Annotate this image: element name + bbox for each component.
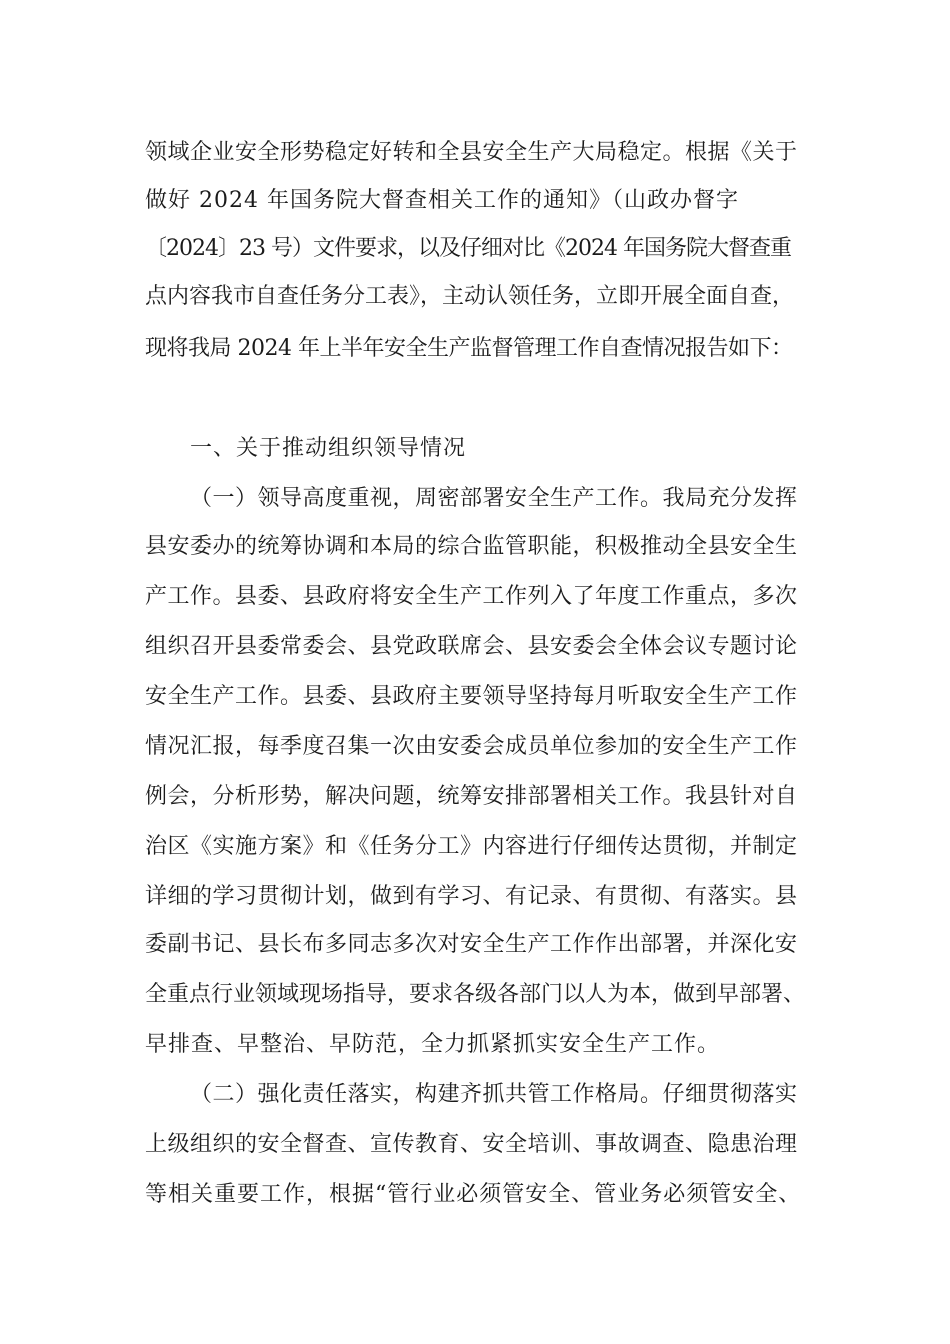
intro-line-2: 做好 2024 年国务院大督查相关工作的通知》（山政办督字	[145, 188, 739, 213]
subsection-2-line-2: 上级组织的安全督查、宣传教育、安全培训、事故调查、隐患治理	[145, 1132, 798, 1157]
subsection-2-line-1: （二）强化责任落实，构建齐抓共管工作格局。仔细贯彻落实	[190, 1082, 798, 1107]
subsection-1-line-2: 县安委办的统筹协调和本局的综合监管职能，积极推动全县安全生	[145, 534, 798, 559]
subsection-1-line-9: 详细的学习贯彻计划，做到有学习、有记录、有贯彻、有落实。县	[145, 884, 798, 909]
subsection-1-line-8: 治区《实施方案》和《任务分工》内容进行仔细传达贯彻，并制定	[145, 834, 798, 859]
section-heading: 一、关于推动组织领导情况	[190, 436, 467, 461]
subsection-1-line-1: （一）领导高度重视，周密部署安全生产工作。我局充分发挥	[190, 486, 798, 511]
subsection-1-line-3: 产工作。县委、县政府将安全生产工作列入了年度工作重点，多次	[145, 584, 798, 609]
intro-line-3: 〔2024〕23 号）文件要求，以及仔细对比《2024 年国务院大督查重	[145, 236, 791, 261]
intro-line-1: 领域企业安全形势稳定好转和全县安全生产大局稳定。根据《关于	[145, 140, 798, 165]
subsection-1-line-10: 委副书记、县长布多同志多次对安全生产工作作出部署，并深化安	[145, 932, 798, 957]
subsection-1-line-4: 组织召开县委常委会、县党政联席会、县安委会全体会议专题讨论	[145, 634, 798, 659]
subsection-1-line-12: 早排查、早整治、早防范，全力抓紧抓实安全生产工作。	[145, 1032, 721, 1057]
intro-line-4: 点内容我市自查任务分工表》，主动认领任务，立即开展全面自查，	[145, 284, 795, 309]
subsection-1-line-5: 安全生产工作。县委、县政府主要领导坚持每月听取安全生产工作	[145, 684, 798, 709]
subsection-1-line-7: 例会，分析形势，解决问题，统筹安排部署相关工作。我县针对自	[145, 784, 798, 809]
subsection-1-line-6: 情况汇报，每季度召集一次由安委会成员单位参加的安全生产工作	[145, 734, 798, 759]
intro-line-5: 现将我局 2024 年上半年安全生产监督管理工作自查情况报告如下：	[145, 336, 793, 361]
subsection-2-line-3: 等相关重要工作，根据“管行业必须管安全、管业务必须管安全、	[145, 1182, 802, 1207]
subsection-1-line-11: 全重点行业领域现场指导，要求各级各部门以人为本，做到早部署、	[145, 982, 806, 1007]
